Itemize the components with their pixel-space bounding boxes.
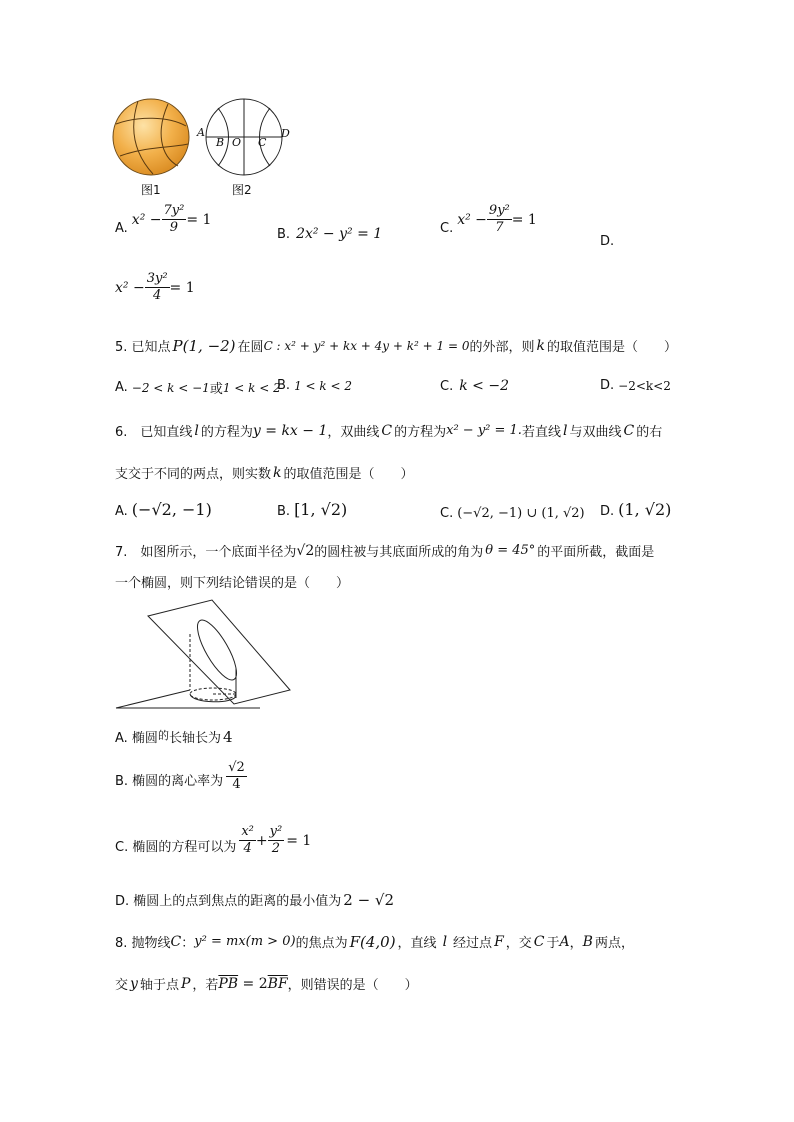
q5-stem: [115, 336, 677, 355]
q8-PB-vector: $\overline{PB}$: [218, 975, 239, 992]
q4-option-d-p2: = 1: [169, 279, 195, 296]
q8-F: F(4,0): [349, 932, 396, 951]
q6-option-a[interactable]: [115, 500, 212, 519]
fig1-caption: 图1: [141, 183, 161, 197]
q7-stem-line1: [115, 541, 654, 560]
q8-stem-line1: [115, 932, 634, 951]
q4-option-a-label: A.: [115, 221, 128, 236]
q7-option-c-text: C. 椭圆的方程可以为: [115, 840, 237, 855]
q7-option-c-frac1: [239, 824, 256, 857]
q8-B: B: [582, 933, 593, 950]
q6-option-d-expr: (1, √2): [618, 500, 672, 519]
q4-option-a-p1: x² −: [131, 211, 162, 228]
q7-mid: 的圆柱被与其底面所成的角为: [314, 545, 484, 560]
q7-option-d[interactable]: [115, 890, 394, 909]
q7-lead: 7. 如图所示，一个底面半径为: [115, 545, 297, 560]
point-B: B: [216, 136, 225, 149]
q5-option-c[interactable]: [440, 378, 509, 394]
q8-mid5: 于: [546, 936, 560, 951]
q6-stem-line1: [115, 421, 662, 440]
q7-c-num2: y²: [269, 824, 283, 839]
q5-option-a-or: 或: [209, 382, 223, 397]
q6-option-b-label: B.: [277, 504, 291, 519]
q7-c-den2: 2: [271, 841, 281, 856]
q5-point: P(1, −2): [172, 336, 236, 355]
q5-option-c-label: C.: [440, 378, 454, 394]
q6-mid6: 的右: [636, 425, 663, 440]
q4-option-c-p1: x² −: [457, 211, 487, 228]
q5-option-c-expr: k < −2: [459, 378, 509, 394]
q4-option-d[interactable]: [115, 271, 195, 304]
q8-C: C: [170, 933, 182, 950]
q8-lead: 8. 抛物线: [115, 936, 171, 951]
q7-option-b-frac: [226, 760, 247, 793]
figure1-ball: [113, 99, 189, 175]
q7-option-b[interactable]: [115, 760, 247, 793]
q8-l: l: [442, 933, 448, 950]
q8-line2b: 轴于点: [139, 978, 179, 993]
q7-option-a-value: 4: [222, 727, 233, 746]
q4-option-a-p2: = 1: [186, 211, 212, 228]
q6-k: k: [273, 464, 282, 481]
q7-option-a-text1: A. 椭圆: [115, 731, 158, 746]
q8-mid4: ，交: [505, 936, 532, 951]
q5-option-d-label: D.: [600, 378, 615, 393]
q6-mid3: 的方程为: [394, 425, 447, 440]
q6-stem-line2: [115, 463, 414, 482]
q8-eq: y² = mx(m > 0): [194, 934, 296, 949]
q7-option-c-plus: +: [255, 832, 268, 849]
q5-option-a-expr1: −2 < k < −1: [131, 380, 210, 395]
q7-option-a[interactable]: [115, 727, 233, 746]
fig2-caption: 图2: [232, 183, 252, 197]
q4-option-d-label[interactable]: D.: [600, 234, 615, 249]
q7-option-c[interactable]: [115, 824, 311, 857]
q4-option-d-p1: x² −: [115, 279, 145, 296]
q5-option-b-label: B.: [277, 378, 291, 393]
q7-b-den: 4: [232, 777, 241, 792]
q5-k: k: [536, 337, 545, 354]
point-A: A: [197, 126, 205, 139]
q6-option-d[interactable]: [600, 500, 671, 519]
q4-option-c-p2: = 1: [511, 211, 537, 228]
q7-stem-line2: 一个椭圆，则下列结论错误的是（ ）: [115, 576, 350, 591]
q8-mid6: 两点，: [594, 936, 634, 951]
q8-A: A: [559, 933, 570, 950]
q4-option-a-frac: [162, 203, 187, 236]
q7-c-den1: 4: [243, 841, 252, 856]
q6-mid2: ，双曲线: [327, 425, 380, 440]
q4-c-num: 9y²: [488, 203, 510, 218]
q7-b-num: √2: [228, 760, 245, 775]
q4-option-d-frac: [145, 271, 170, 304]
q6-option-a-label: A.: [115, 504, 128, 519]
q7-option-b-text: B. 椭圆的离心率为: [115, 774, 224, 789]
basketball-figure: [108, 96, 308, 200]
q8-P: P: [180, 975, 191, 992]
q6-option-d-label: D.: [600, 504, 615, 519]
point-O: O: [232, 136, 242, 149]
q6-eq2: x² − y² = 1.: [446, 423, 522, 438]
q6-mid4: 若直线: [521, 425, 561, 440]
q8-stem-line2: [115, 974, 418, 993]
q7-option-c-frac2: [268, 824, 285, 857]
q4-option-b-label: B.: [277, 226, 291, 242]
q8-F2: F: [494, 933, 504, 950]
q4-d-num: 3y²: [146, 271, 168, 286]
q8-mid1: 的焦点为: [295, 936, 348, 951]
q5-option-d[interactable]: [600, 378, 671, 393]
q7-option-c-eq: = 1: [286, 832, 312, 849]
q6-l2: l: [562, 422, 568, 439]
q6-C: C: [381, 422, 393, 439]
point-D: D: [281, 127, 290, 140]
point-C: C: [258, 136, 267, 149]
q8-line2c: ，若: [192, 978, 219, 993]
q8-y: y: [130, 975, 138, 992]
q4-option-a[interactable]: [115, 203, 211, 236]
q6-l: l: [194, 422, 199, 439]
q5-mid1: 在圆: [237, 340, 264, 355]
cylinder-figure: [112, 598, 296, 710]
q7-option-d-value: 2 − √2: [343, 890, 395, 909]
q8-eqsign: = 2: [238, 975, 268, 992]
q5-option-a[interactable]: [115, 378, 281, 397]
q4-option-c-label: C.: [440, 221, 454, 236]
q8-mid3: 经过点: [453, 936, 493, 951]
q6-C2: C: [623, 422, 635, 439]
q4-option-c-frac: [487, 203, 512, 236]
q7-c-num1: x²: [241, 824, 254, 839]
q4-a-num: 7y²: [163, 203, 185, 218]
q7-tail: 的平面所截，截面是: [537, 545, 655, 560]
q5-option-b-expr: 1 < k < 2: [294, 378, 352, 393]
q7-option-a-text2: 长轴长为: [168, 731, 221, 746]
q8-semi: ：: [181, 936, 195, 951]
q4-option-b[interactable]: [277, 226, 382, 242]
q5-tail: 的取值范围是（ ）: [547, 340, 678, 355]
q8-line2a: 交: [115, 978, 129, 993]
q6-eq1: y = kx − 1: [252, 422, 328, 439]
q7-option-d-text: D. 椭圆上的点到焦点的距离的最小值为: [115, 894, 342, 909]
q8-C2: C: [533, 933, 545, 950]
q6-option-b-expr: [1, √2): [294, 500, 348, 519]
q4-a-den: 9: [169, 220, 179, 235]
q8-line2d: ，则错误的是（ ）: [287, 978, 418, 993]
q6-line2b: 的取值范围是（ ）: [283, 467, 414, 482]
q7-theta: θ = 45°: [485, 543, 536, 558]
q8-comma: ，: [569, 936, 583, 951]
q6-option-c-expr: (−√2, −1) ∪ (1, √2): [457, 506, 585, 521]
q5-option-a-label: A.: [115, 380, 128, 395]
q7-radius: √2: [296, 542, 315, 559]
q6-option-a-expr: (−√2, −1): [131, 500, 212, 519]
q6-option-b[interactable]: [277, 500, 347, 519]
q4-d-den: 4: [152, 288, 162, 303]
q6-mid1: 的方程为: [200, 425, 253, 440]
q4-c-den: 7: [495, 220, 504, 235]
q5-lead: 5. 已知点: [115, 340, 171, 355]
q6-lead: 6. 已知直线: [115, 425, 193, 440]
q6-option-c[interactable]: [440, 506, 585, 521]
q5-mid2: 的外部，则: [469, 340, 535, 355]
q5-option-a-expr2: 1 < k < 2: [222, 380, 281, 395]
q7-option-a-de: 的: [157, 729, 169, 742]
q8-mid2: ，直线: [397, 936, 437, 951]
q4-option-c[interactable]: [440, 203, 537, 236]
q8-BF-vector: $\overline{BF}$: [267, 975, 288, 992]
q5-circle: C : x² + y² + kx + 4y + k² + 1 = 0: [263, 338, 470, 353]
q5-option-d-expr: −2<k<2: [618, 378, 671, 393]
q6-mid5: 与双曲线: [569, 425, 622, 440]
q6-option-c-label: C.: [440, 506, 454, 521]
q6-line2a: 支交于不同的两点，则实数: [115, 467, 272, 482]
q4-option-b-expr: 2x² − y² = 1: [296, 226, 383, 242]
q5-option-b[interactable]: [277, 378, 352, 393]
